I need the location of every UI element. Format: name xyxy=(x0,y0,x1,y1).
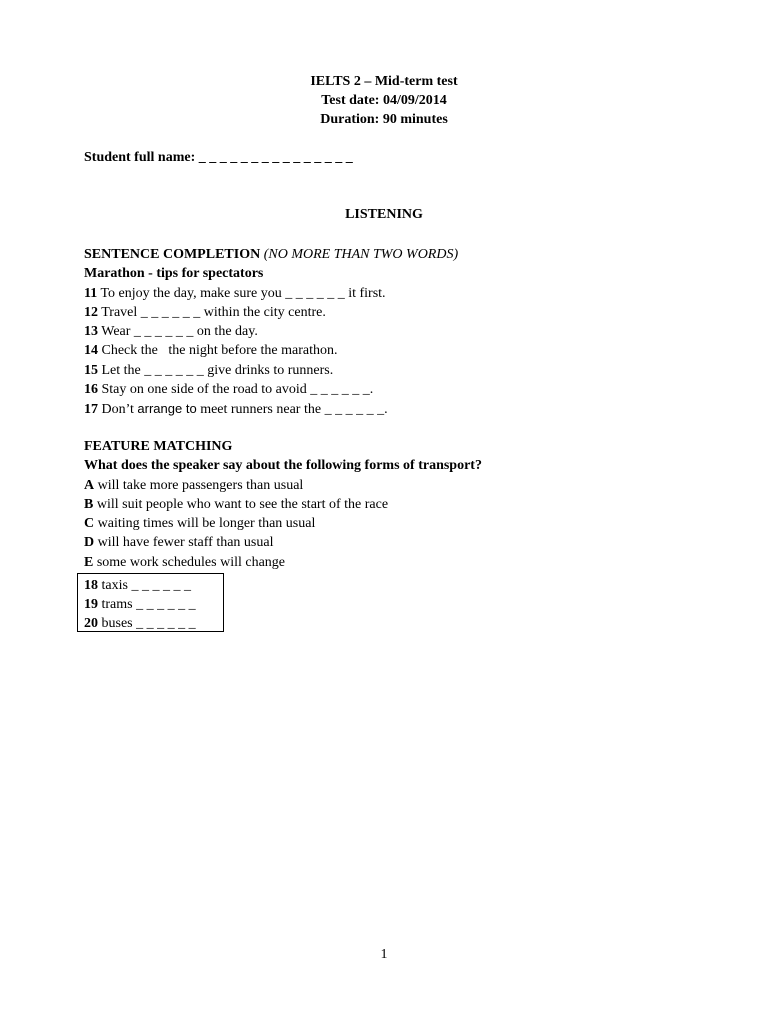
question-text: To enjoy the day, make sure you _ _ _ _ _ _ it first. xyxy=(97,285,386,301)
test-date: Test date: 04/09/2014 xyxy=(321,93,447,108)
question-text: Don’t xyxy=(98,402,138,418)
question-item xyxy=(84,303,458,322)
option-text: will have fewer staff than usual xyxy=(94,535,274,551)
student-name-label: Student full name: xyxy=(84,150,199,165)
option-item xyxy=(84,533,482,552)
option-letter: D xyxy=(84,535,95,551)
matching-question-number: 20 xyxy=(84,616,98,631)
question-number: 15 xyxy=(84,362,98,378)
sentence-completion-section xyxy=(84,245,458,419)
question-number: 12 xyxy=(84,304,98,320)
option-text: will suit people who want to see the start of the race xyxy=(93,496,389,512)
question-text: Let the _ _ _ _ _ _ give drinks to runners. xyxy=(98,362,334,378)
matching-questions-box xyxy=(77,573,224,632)
matching-question xyxy=(84,614,223,633)
question-item xyxy=(84,322,458,341)
question-item xyxy=(84,380,458,399)
option-item xyxy=(84,553,482,572)
question-text: Check the the night before the marathon. xyxy=(98,343,338,359)
question-number: 14 xyxy=(84,343,98,359)
option-item xyxy=(84,495,482,514)
question-item xyxy=(84,284,458,303)
matching-question xyxy=(84,576,223,595)
question-text: Stay on one side of the road to avoid _ _ _ _ _ _. xyxy=(98,382,374,398)
student-name-line xyxy=(84,150,353,166)
matching-question xyxy=(84,595,223,614)
option-item xyxy=(84,476,482,495)
option-letter: C xyxy=(84,516,95,532)
option-item xyxy=(84,514,482,533)
question-item xyxy=(84,361,458,380)
question-number: 16 xyxy=(84,382,98,398)
sentence-completion-instruction: (NO MORE THAN TWO WORDS) xyxy=(263,247,459,262)
question-number: 13 xyxy=(84,324,98,340)
test-header xyxy=(0,72,768,129)
matching-question-number: 19 xyxy=(84,597,98,612)
option-letter: B xyxy=(84,496,94,512)
feature-matching-section xyxy=(84,437,482,572)
sentence-completion-subheading: Marathon - tips for spectators xyxy=(84,266,264,282)
question-text: Travel _ _ _ _ _ _ within the city centre. xyxy=(98,304,326,320)
feature-matching-question: What does the speaker say about the following forms of transport? xyxy=(84,458,482,474)
option-letter: A xyxy=(84,477,95,493)
student-name-blank: _ _ _ _ _ _ _ _ _ _ _ _ _ _ _ xyxy=(198,150,353,165)
option-text: will take more passengers than usual xyxy=(94,477,304,493)
test-duration: Duration: 90 minutes xyxy=(320,112,448,127)
section-title: LISTENING xyxy=(345,207,423,222)
matching-question-text: trams _ _ _ _ _ _ xyxy=(98,597,196,612)
question-item xyxy=(84,341,458,360)
matching-question-number: 18 xyxy=(84,578,98,593)
question-number: 11 xyxy=(84,285,98,301)
matching-question-text: buses _ _ _ _ _ _ xyxy=(98,616,196,631)
question-item xyxy=(84,399,458,418)
question-text: meet runners near the _ _ _ _ _ _. xyxy=(196,402,388,418)
matching-question-text: taxis _ _ _ _ _ _ xyxy=(98,578,191,593)
feature-matching-heading: FEATURE MATCHING xyxy=(84,439,233,454)
page-number: 1 xyxy=(380,947,388,962)
question-text: Wear _ _ _ _ _ _ on the day. xyxy=(98,324,258,340)
sentence-completion-title: SENTENCE COMPLETION xyxy=(84,247,264,262)
sentence-completion-heading xyxy=(84,245,458,264)
test-title: IELTS 2 – Mid-term test xyxy=(310,74,458,89)
option-letter: E xyxy=(84,554,94,570)
question-number: 17 xyxy=(84,402,98,418)
question-text-sans: arrange to xyxy=(137,401,197,417)
option-text: some work schedules will change xyxy=(93,554,286,570)
option-text: waiting times will be longer than usual xyxy=(94,516,316,532)
